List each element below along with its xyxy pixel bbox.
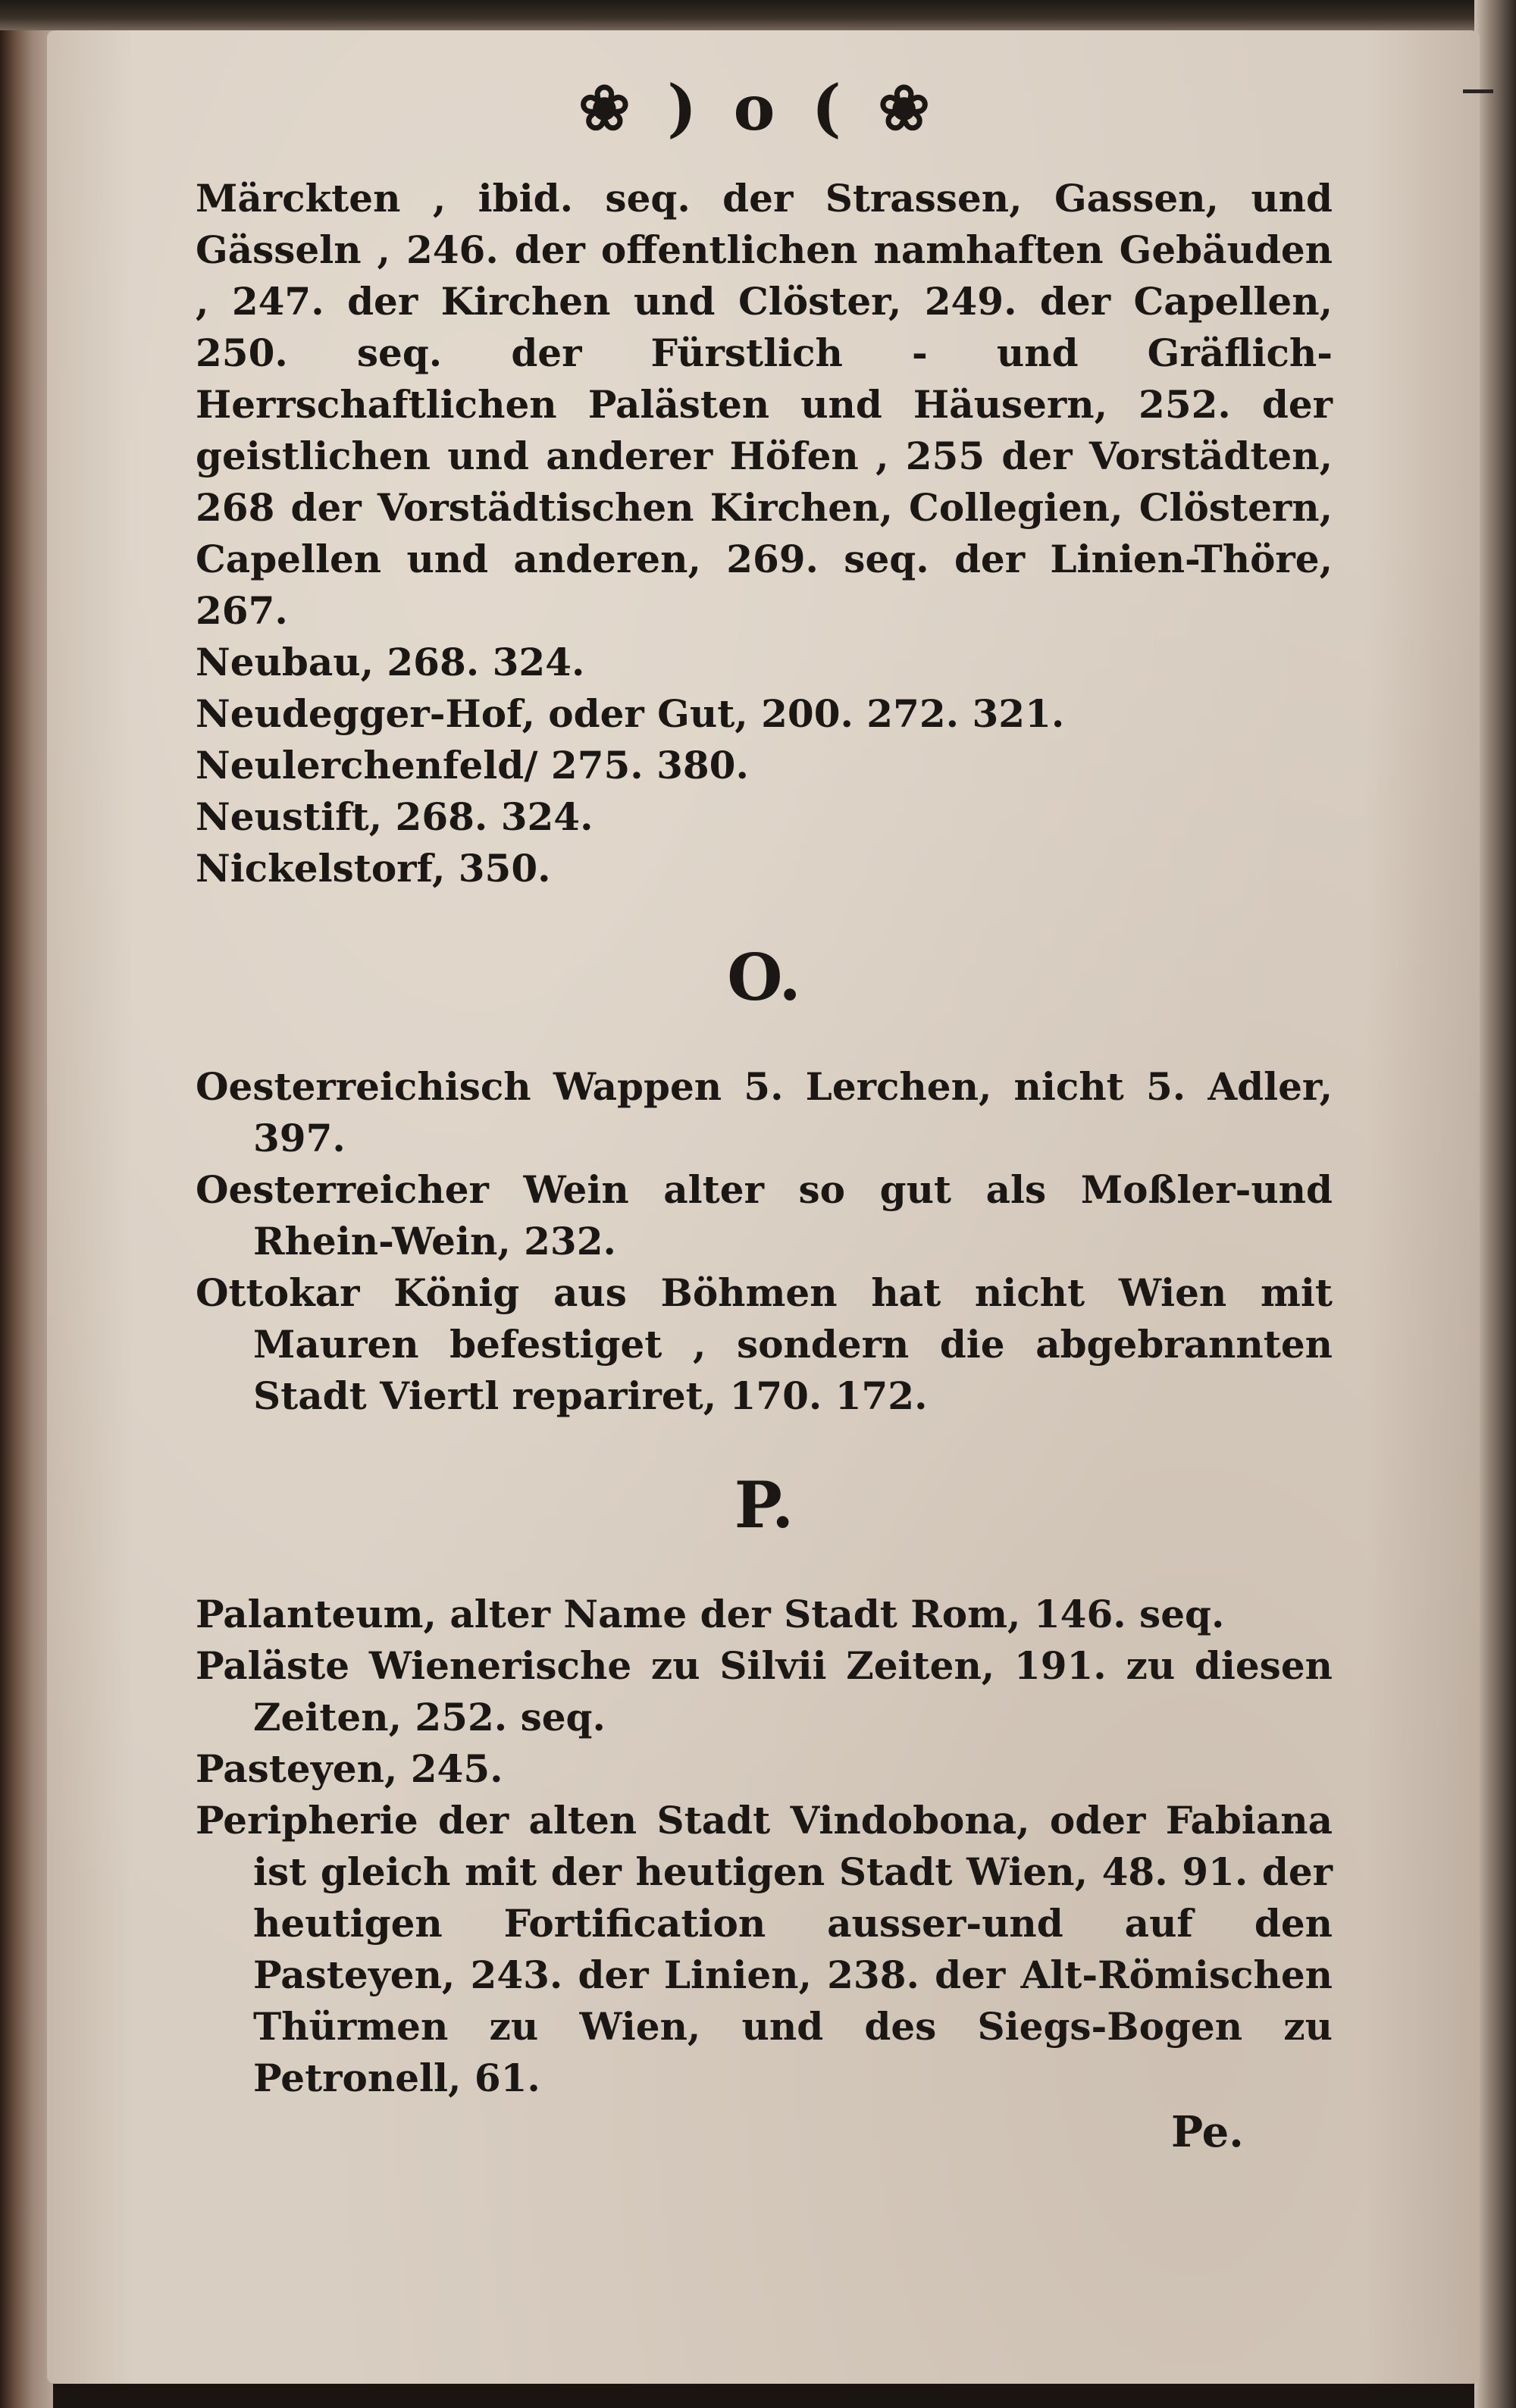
book-top-edge	[0, 0, 1516, 30]
index-entry: Oesterreicher Wein alter so gut als Moßler-und Rhein-Wein, 232.	[196, 1167, 1333, 1263]
index-entry: Peripherie der alten Stadt Vindobona, oder Fabiana ist gleich mit der heutigen Stadt Wien, 48. 91. der heutigen Fortification ausser-und auf den Pasteyen, 243. der Linien, 238. der Alt-Römischen Thürmen zu Wien, und des Siegs-Bogen zu Petronell, 61.	[196, 1798, 1333, 2100]
index-entry: Neudegger-Hof, oder Gut, 200. 272. 321.	[196, 691, 1065, 736]
index-entry: Neustift, 268. 324.	[196, 794, 594, 839]
section-heading-o: O.	[727, 940, 801, 1015]
index-entry: Nickelstorf, 350.	[196, 846, 551, 891]
index-entry-continuation: Märckten , ibid. seq. der Strassen, Gassen, und Gässeln , 246. der offentlichen namhaften Gebäuden , 247. der Kirchen und Clöster, 249. der Capellen, 250. seq. der Fürstlich - und Gräflich-Herrschaftlichen Palästen und Häusern, 252. der geistlichen und anderer Höfen , 255 der Vorstädten, 268 der Vorstädtischen Kirchen, Collegien, Clöstern, Capellen und anderen, 269. seq. der Linien-Thöre, 267.	[196, 176, 1333, 633]
index-entry: Pasteyen, 245.	[196, 1746, 503, 1791]
book-right-edge	[1474, 0, 1516, 2408]
catchword: Pe.	[1171, 2107, 1244, 2157]
section-heading-p: P.	[734, 1467, 794, 1542]
index-entry: Ottokar König aus Böhmen hat nicht Wien mit Mauren befestiget , sondern die abgebrannten Stadt Viertl repariret, 170. 172.	[196, 1270, 1333, 1418]
book-left-edge	[0, 0, 53, 2408]
index-entry: Neubau, 268. 324.	[196, 640, 585, 684]
index-entry: Paläste Wienerische zu Silvii Zeiten, 191. zu diesen Zeiten, 252. seq.	[196, 1643, 1333, 1739]
index-entry: Oesterreichisch Wappen 5. Lerchen, nicht 5. Adler, 397.	[196, 1064, 1333, 1160]
index-content	[196, 173, 1333, 2104]
page-header-ornament: ❀ ) o ( ❀	[578, 72, 938, 145]
index-entry: Palanteum, alter Name der Stadt Rom, 146. seq.	[196, 1592, 1225, 1636]
index-entry: Neulerchenfeld/ 275. 380.	[196, 743, 749, 788]
